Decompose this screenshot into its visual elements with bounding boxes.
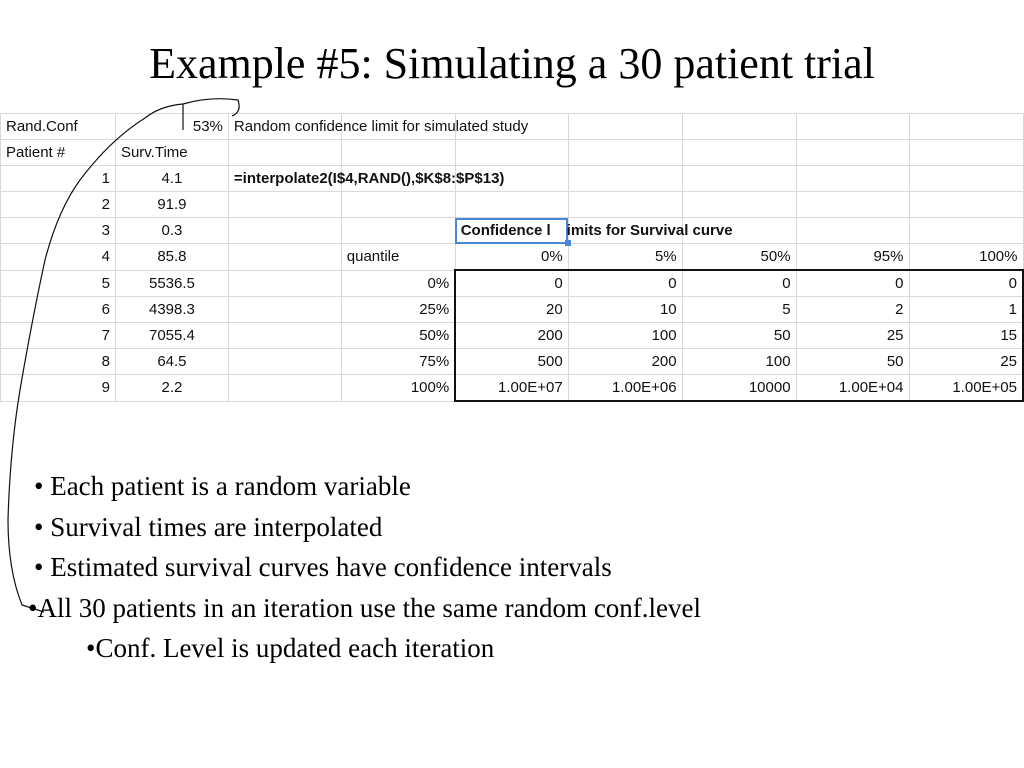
grid-cell[interactable]: 2 bbox=[796, 297, 909, 323]
cell[interactable] bbox=[341, 140, 455, 166]
cell[interactable] bbox=[228, 192, 341, 218]
rand-conf-label[interactable]: Rand.Conf bbox=[1, 114, 116, 140]
cell[interactable] bbox=[796, 218, 909, 244]
col-header[interactable]: 0% bbox=[455, 244, 568, 271]
bullet-item: • Each patient is a random variable bbox=[34, 471, 411, 501]
cell[interactable] bbox=[228, 323, 341, 349]
slide-title: Example #5: Simulating a 30 patient trial bbox=[149, 39, 875, 88]
grid-cell[interactable]: 0 bbox=[909, 270, 1023, 297]
grid-cell[interactable]: 25 bbox=[796, 323, 909, 349]
surv-time[interactable]: 85.8 bbox=[115, 244, 228, 271]
cell[interactable] bbox=[682, 166, 796, 192]
grid-cell[interactable]: 500 bbox=[455, 349, 568, 375]
grid-cell[interactable]: 1.00E+07 bbox=[455, 375, 568, 402]
surv-time[interactable]: 2.2 bbox=[115, 375, 228, 402]
limits-title-cell[interactable] bbox=[455, 218, 568, 244]
grid-cell[interactable]: 1.00E+06 bbox=[568, 375, 682, 402]
formula-cell[interactable] bbox=[228, 166, 505, 192]
grid-cell[interactable]: 100 bbox=[682, 349, 796, 375]
bullet-item: • Survival times are interpolated bbox=[34, 511, 383, 542]
grid-cell[interactable]: 0 bbox=[682, 270, 796, 297]
cell[interactable] bbox=[455, 140, 568, 166]
surv-time[interactable]: 7055.4 bbox=[115, 323, 228, 349]
col-header[interactable]: 50% bbox=[682, 244, 796, 271]
bullet-subitem: •Conf. Level is updated each iteration bbox=[86, 633, 495, 663]
surv-time[interactable]: 4.1 bbox=[115, 166, 228, 192]
grid-cell[interactable]: 50 bbox=[796, 349, 909, 375]
rand-conf-value[interactable]: 53% bbox=[115, 114, 228, 140]
limits-title-part2: imits for Survival curve bbox=[566, 222, 733, 239]
cell[interactable] bbox=[228, 270, 341, 297]
cell[interactable] bbox=[682, 140, 796, 166]
cell[interactable] bbox=[909, 218, 1023, 244]
cell[interactable] bbox=[568, 140, 682, 166]
patient-id[interactable]: 4 bbox=[1, 244, 116, 271]
cell[interactable] bbox=[909, 166, 1023, 192]
grid-cell[interactable]: 1.00E+05 bbox=[909, 375, 1023, 402]
cell[interactable] bbox=[682, 114, 796, 140]
col-header[interactable]: 95% bbox=[796, 244, 909, 271]
patient-id[interactable]: 2 bbox=[1, 192, 116, 218]
grid-cell[interactable]: 1.00E+04 bbox=[796, 375, 909, 402]
row-quantile[interactable]: 0% bbox=[341, 270, 455, 297]
quantile-label[interactable]: quantile bbox=[341, 244, 455, 271]
col-header[interactable]: 100% bbox=[909, 244, 1023, 271]
patient-id[interactable]: 6 bbox=[1, 297, 116, 323]
patient-id[interactable]: 1 bbox=[1, 166, 116, 192]
cell[interactable] bbox=[682, 192, 796, 218]
patient-header[interactable]: Patient # bbox=[1, 140, 116, 166]
cell[interactable] bbox=[796, 192, 909, 218]
col-header[interactable]: 5% bbox=[568, 244, 682, 271]
spreadsheet bbox=[0, 113, 1024, 402]
patient-id[interactable]: 9 bbox=[1, 375, 116, 402]
cell[interactable] bbox=[228, 218, 341, 244]
bullet-item: •All 30 patients in an iteration use the same random conf.level bbox=[28, 592, 702, 623]
surv-time[interactable]: 91.9 bbox=[115, 192, 228, 218]
cell[interactable] bbox=[228, 244, 341, 271]
cell[interactable] bbox=[228, 140, 341, 166]
cell[interactable] bbox=[568, 192, 682, 218]
cell[interactable] bbox=[228, 349, 341, 375]
limits-title-cont-cell[interactable] bbox=[566, 218, 733, 244]
cell[interactable] bbox=[909, 140, 1023, 166]
cell[interactable] bbox=[568, 166, 682, 192]
patient-id[interactable]: 3 bbox=[1, 218, 116, 244]
cell[interactable] bbox=[909, 114, 1023, 140]
grid-cell[interactable]: 10 bbox=[568, 297, 682, 323]
row-quantile[interactable]: 50% bbox=[341, 323, 455, 349]
surv-time[interactable]: 64.5 bbox=[115, 349, 228, 375]
cell[interactable] bbox=[341, 192, 455, 218]
patient-id[interactable]: 7 bbox=[1, 323, 116, 349]
cell[interactable] bbox=[796, 114, 909, 140]
cell[interactable] bbox=[568, 114, 682, 140]
surv-time[interactable]: 4398.3 bbox=[115, 297, 228, 323]
rand-conf-desc-cell[interactable] bbox=[228, 114, 529, 140]
surv-time[interactable]: 0.3 bbox=[115, 218, 228, 244]
grid-cell[interactable]: 1 bbox=[909, 297, 1023, 323]
surv-time[interactable]: 5536.5 bbox=[115, 270, 228, 297]
row-quantile[interactable]: 75% bbox=[341, 349, 455, 375]
rand-conf-description: Random confidence limit for simulated study bbox=[233, 118, 529, 135]
cell[interactable] bbox=[796, 140, 909, 166]
row-quantile[interactable]: 100% bbox=[341, 375, 455, 402]
grid-cell[interactable]: 100 bbox=[568, 323, 682, 349]
grid-cell[interactable]: 200 bbox=[568, 349, 682, 375]
grid-cell[interactable]: 50 bbox=[682, 323, 796, 349]
cell[interactable] bbox=[796, 166, 909, 192]
grid-cell[interactable]: 15 bbox=[909, 323, 1023, 349]
surv-time-header[interactable]: Surv.Time bbox=[115, 140, 228, 166]
patient-id[interactable]: 5 bbox=[1, 270, 116, 297]
cell[interactable] bbox=[909, 192, 1023, 218]
grid-cell[interactable]: 25 bbox=[909, 349, 1023, 375]
cell[interactable] bbox=[228, 375, 341, 402]
formula-text: =interpolate2(I$4,RAND(),$K$8:$P$13) bbox=[233, 170, 505, 187]
grid-cell[interactable]: 0 bbox=[796, 270, 909, 297]
limits-title-part1: Confidence l bbox=[460, 222, 551, 239]
row-quantile[interactable]: 25% bbox=[341, 297, 455, 323]
bullet-list bbox=[28, 466, 702, 669]
grid-cell[interactable]: 20 bbox=[455, 297, 568, 323]
grid-cell[interactable]: 200 bbox=[455, 323, 568, 349]
grid-cell[interactable]: 10000 bbox=[682, 375, 796, 402]
bullet-item: • Estimated survival curves have confidence intervals bbox=[34, 552, 612, 582]
grid-cell[interactable]: 0 bbox=[455, 270, 568, 297]
patient-id[interactable]: 8 bbox=[1, 349, 116, 375]
grid-cell[interactable]: 5 bbox=[682, 297, 796, 323]
grid-cell[interactable]: 0 bbox=[568, 270, 682, 297]
cell[interactable] bbox=[455, 192, 568, 218]
cell[interactable] bbox=[228, 297, 341, 323]
cell[interactable] bbox=[341, 218, 455, 244]
